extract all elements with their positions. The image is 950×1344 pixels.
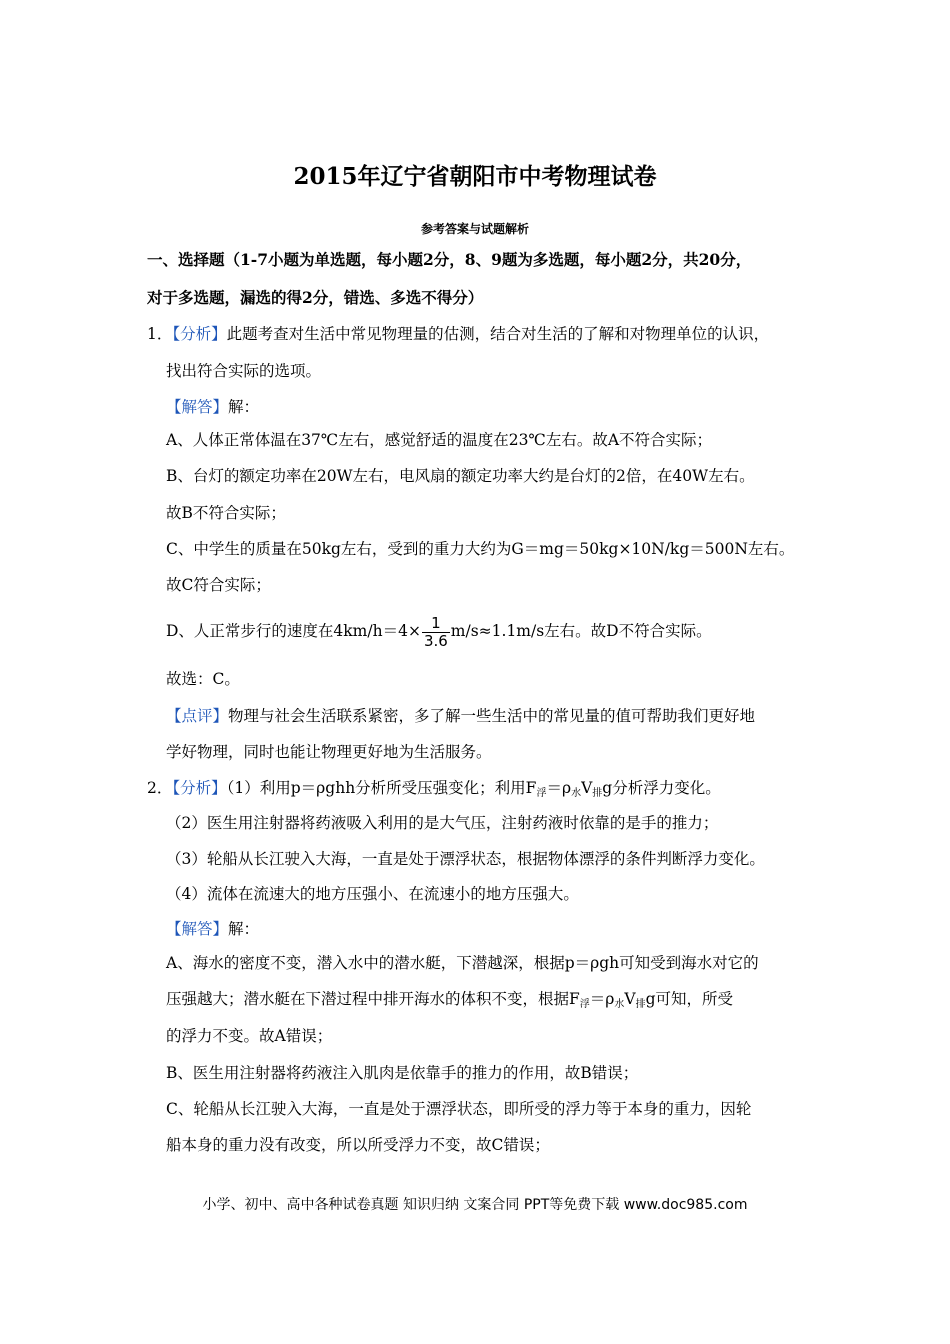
q2-analysis-line1 — [147, 778, 721, 801]
q2-option-a-line1: A、海水的密度不变，潜入水中的潜水艇，下潜越深，根据p＝ρgh可知受到海水对它的 — [166, 954, 759, 972]
q2-sub-pai: 排 — [592, 788, 603, 799]
q2-analysis-line4: （4）流体在流速大的地方压强小、在流速小的地方压强大。 — [166, 885, 579, 903]
q1-analysis-line1 — [147, 324, 769, 344]
q2-a-v: V — [624, 990, 636, 1008]
section-heading-line1: 一、选择题（1-7小题为单选题，每小题2分，8、9题为多选题，每小题2分，共20分， — [147, 250, 752, 269]
q1-option-d-pre: D、人正常步行的速度在4km/h＝4× — [166, 622, 421, 640]
q1-answer-intro: 解： — [228, 398, 260, 416]
q1-analysis-text1: 此题考查对生活中常见物理量的估测，结合对生活的了解和对物理单位的认识， — [226, 325, 770, 343]
q1-option-b-line2: 故B不符合实际； — [166, 504, 286, 522]
q2-a-sub-pai: 排 — [635, 999, 646, 1010]
page-title: 2015年辽宁省朝阳市中考物理试卷 — [293, 163, 657, 190]
q1-comment-line2: 学好物理，同时也能让物理更好地为生活服务。 — [166, 743, 492, 761]
page-footer: 小学、初中、高中各种试卷真题 知识归纳 文案合同 PPT等免费下载 www.doc985.com — [202, 1197, 748, 1213]
q1-fraction-denominator: 3.6 — [423, 631, 448, 650]
q1-fraction-numerator: 1 — [431, 613, 441, 632]
q2-option-a-line2-pre: 压强越大；潜水艇在下潜过程中排开海水的体积不变，根据F — [166, 990, 580, 1008]
q2-option-c-line2: 船本身的重力没有改变，所以所受浮力不变，故C错误； — [166, 1136, 550, 1154]
q2-analysis-text1-post: g分析浮力变化。 — [602, 779, 721, 797]
q2-analysis-line2: （2）医生用注射器将药液吸入利用的是大气压，注射药液时依靠的是手的推力； — [166, 814, 719, 832]
q2-option-b: B、医生用注射器将药液注入肌肉是依靠手的推力的作用，故B错误； — [166, 1064, 639, 1082]
q2-answer-tag: 【解答】 — [166, 920, 229, 938]
q1-option-c-line1: C、中学生的质量在50kg左右，受到的重力大约为G＝mg＝50kg×10N/kg＝500N左右。 — [166, 540, 795, 558]
q1-option-d — [166, 612, 712, 650]
q1-comment-text1: 物理与社会生活联系紧密，多了解一些生活中的常见量的值可帮助我们更好地 — [228, 707, 756, 725]
q2-a-eq-rho: ＝ρ — [589, 990, 615, 1008]
q2-a-sub-shui: 水 — [614, 999, 625, 1010]
section-heading-line2: 对于多选题，漏选的得2分，错选、多选不得分） — [147, 288, 484, 307]
q1-comment-line1 — [166, 706, 755, 726]
q1-choice: 故选：C。 — [166, 670, 240, 688]
q2-option-a-line3: 的浮力不变。故A错误； — [166, 1027, 333, 1045]
q2-option-a-line2-post: g可知，所受 — [645, 990, 734, 1008]
q1-option-b-line1: B、台灯的额定功率在20W左右，电风扇的额定功率大约是台灯的2倍，在40W左右。 — [166, 467, 755, 485]
q2-eq-rho: ＝ρ — [546, 779, 572, 797]
q2-a-sub-fu: 浮 — [579, 999, 590, 1010]
q2-analysis-tag: 【分析】 — [172, 779, 227, 797]
q1-option-c-line2: 故C符合实际； — [166, 576, 271, 594]
q1-analysis-line2: 找出符合实际的选项。 — [166, 362, 322, 380]
q1-option-a: A、人体正常体温在37℃左右，感觉舒适的温度在23℃左右。故A不符合实际； — [166, 431, 713, 449]
q1-answer-tag: 【解答】 — [166, 398, 229, 416]
page-subtitle: 参考答案与试题解析 — [420, 222, 529, 236]
q2-sub-shui: 水 — [571, 788, 582, 799]
q2-analysis-line3: （3）轮船从长江驶入大海，一直是处于漂浮状态，根据物体漂浮的条件判断浮力变化。 — [166, 850, 765, 868]
q2-option-c-line1: C、轮船从长江驶入大海，一直是处于漂浮状态，即所受的浮力等于本身的重力，因轮 — [166, 1100, 752, 1118]
q2-answer-heading — [166, 919, 259, 939]
q2-v: V — [581, 779, 593, 797]
q1-comment-tag: 【点评】 — [166, 707, 229, 725]
q1-option-d-post: m/s≈1.1m/s左右。故D不符合实际。 — [450, 622, 712, 640]
q1-fraction — [422, 615, 450, 650]
q2-sub-fu: 浮 — [536, 788, 547, 799]
q2-answer-intro: 解： — [228, 920, 260, 938]
q1-number: 1． — [147, 325, 173, 343]
q2-analysis-text1-pre: （1）利用p＝ρghh分析所受压强变化；利用F — [226, 779, 537, 797]
q1-analysis-tag: 【分析】 — [172, 325, 227, 343]
q2-option-a-line2 — [166, 989, 733, 1012]
q1-answer-heading — [166, 397, 259, 417]
q2-number: 2． — [147, 779, 173, 797]
